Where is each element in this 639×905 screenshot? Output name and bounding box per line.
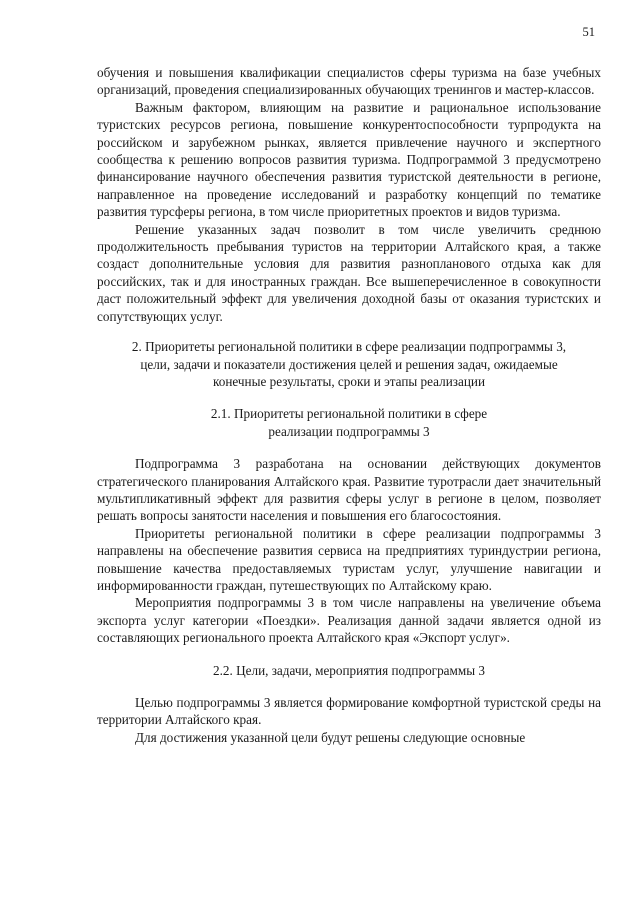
heading-line: 2.1. Приоритеты региональной политики в сфере bbox=[210, 406, 488, 422]
paragraph: Подпрограмма 3 разработана на основании действующих документов стратегического планирования Алтайского края. Развитие туротрасли дает значительный мультипликативный эффект для развития сферы услуг в регионе в целом, позволяет решать вопросы занятости населения и повышения его благосостояния. bbox=[97, 456, 601, 524]
page-number: 51 bbox=[582, 25, 595, 39]
heading-line: цели, задачи и показатели достижения целей и решения задач, ожидаемые bbox=[140, 356, 558, 372]
spacer bbox=[97, 390, 601, 405]
spacer bbox=[97, 440, 601, 455]
heading-line: конечные результаты, сроки и этапы реализации bbox=[213, 373, 485, 389]
heading-line: реализации подпрограммы 3 bbox=[268, 423, 430, 439]
paragraph: Решение указанных задач позволит в том числе увеличить среднюю продолжительность пребывания туристов на территории Алтайского края, а также создаст дополнительные условия для развития разнопланового отдыха как для российских, так и для иностранных граждан. Все вышеперечисленное в совокупности даст положительный эффект для увеличения доходной базы от оказания туристских и сопутствующих услуг. bbox=[97, 221, 601, 324]
paragraph: обучения и повышения квалификации специалистов сферы туризма на базе учебных организаций, проведения специализированных обучающих тренингов и мастер-классов. bbox=[97, 65, 601, 98]
heading-line: 2. Приоритеты региональной политики в сфере реализации подпрограммы 3, bbox=[131, 339, 567, 355]
spacer bbox=[97, 679, 601, 694]
spacer bbox=[97, 647, 601, 662]
section-heading-2-1 bbox=[97, 405, 601, 440]
paragraph: Для достижения указанной цели будут решены следующие основные bbox=[135, 729, 526, 745]
paragraph: Целью подпрограммы 3 является формирование комфортной туристской среды на территории Алтайского края. bbox=[97, 695, 601, 728]
paragraph: Приоритеты региональной политики в сфере реализации подпрограммы 3 направлены на обеспечение развития сервиса на предприятиях туриндустрии региона, повышение качества предоставляемых туристам услуг, улучшение навигации и информированности граждан, путешествующих по Алтайскому краю. bbox=[97, 525, 601, 593]
section-heading-2-2 bbox=[97, 662, 601, 679]
paragraph: Мероприятия подпрограммы 3 в том числе направлены на увеличение объема экспорта услуг категории «Поездки». Реализация данной задачи является одной из составляющих регионального проекта Алтайского края «Экспорт услуг». bbox=[97, 595, 601, 646]
heading-line: 2.2. Цели, задачи, мероприятия подпрограммы 3 bbox=[213, 662, 485, 678]
paragraph: Важным фактором, влияющим на развитие и рациональное использование туристских ресурсов региона, повышение конкурентоспособности турпродукта на российском и зарубежном рынках, является привлечение научного и экспертного сообщества к решению вопросов развития туризма. Подпрограммой 3 предусмотрено финансирование научного обеспечения развития туристской деятельности в регионе, направленное на проведение исследований и разработку концепций по тематике развития турсферы региона, в том числе приоритетных проектов и видов туризма. bbox=[97, 99, 601, 220]
section-heading-2 bbox=[97, 338, 601, 390]
spacer bbox=[97, 325, 601, 338]
document-body bbox=[97, 64, 601, 746]
